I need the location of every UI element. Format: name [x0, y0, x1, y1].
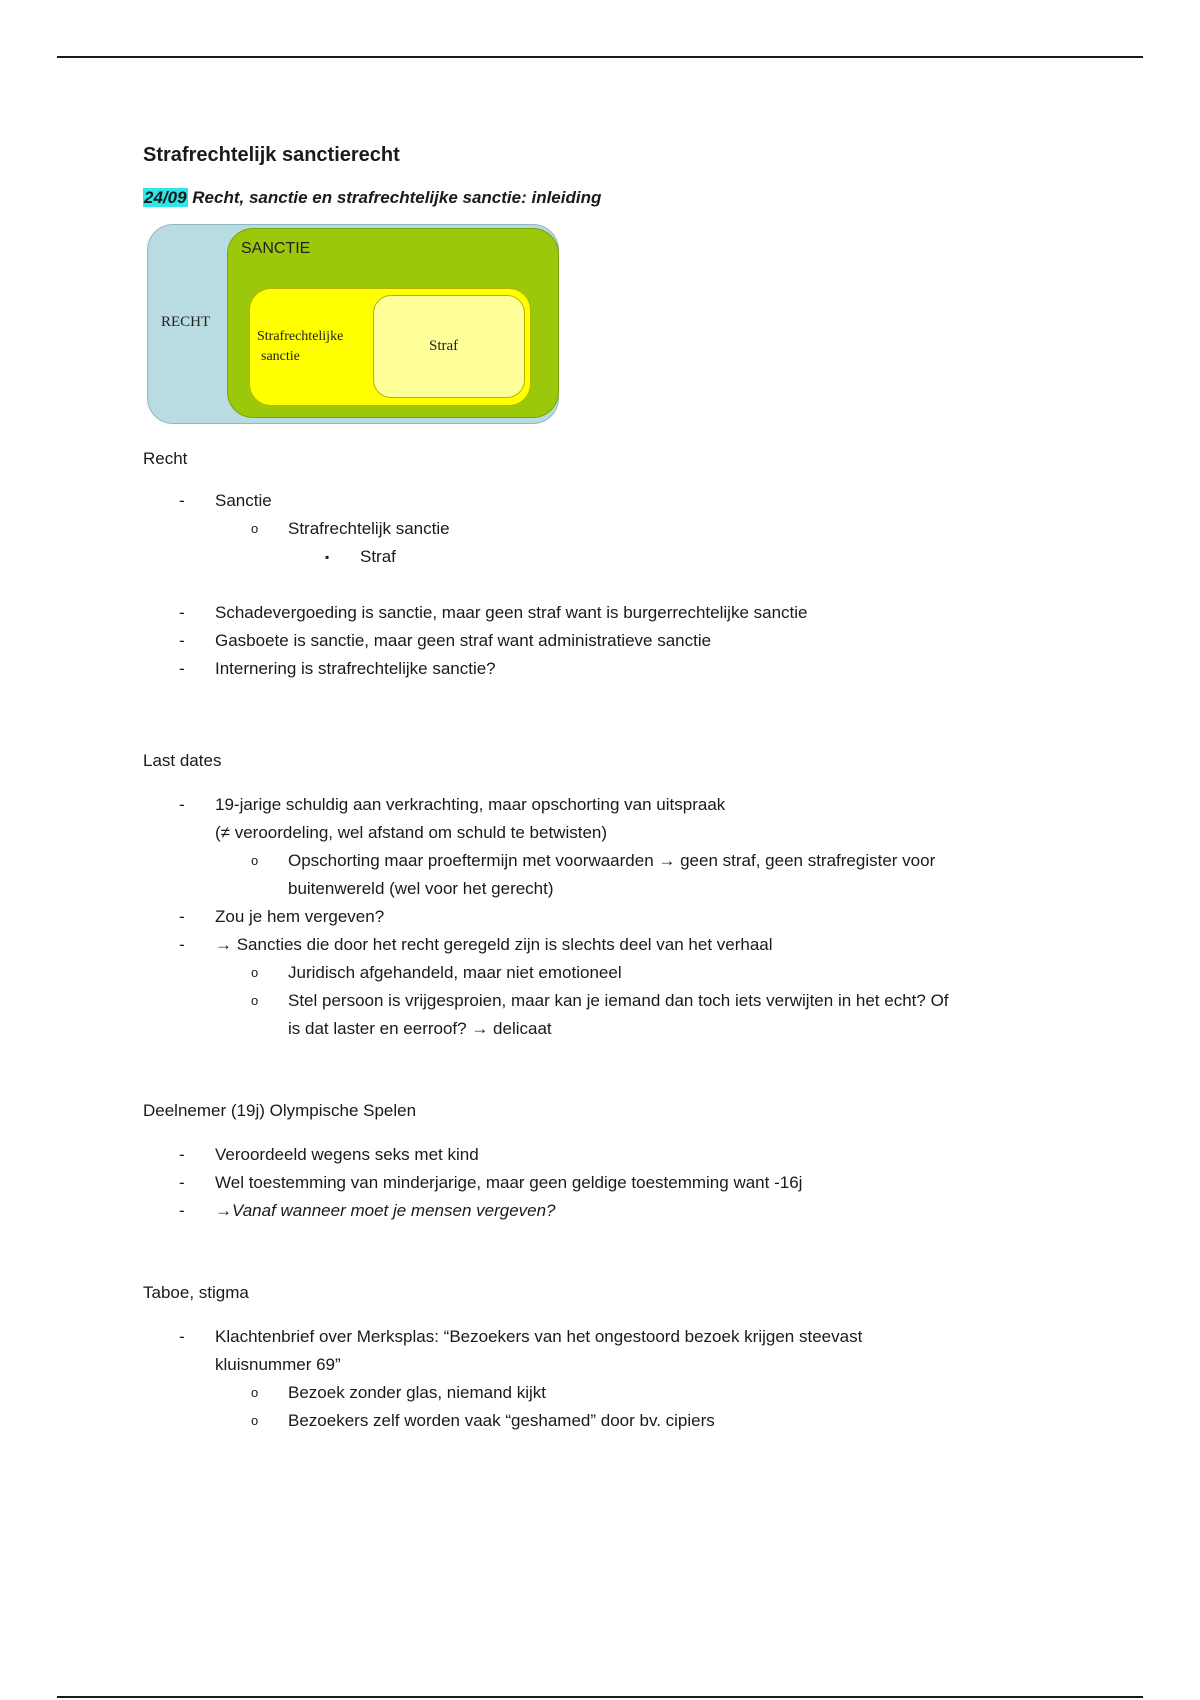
deelnemer-list [143, 1141, 1103, 1225]
sanction-diagram [147, 224, 567, 429]
list-item: - Sanctie [179, 491, 272, 510]
list-item: - Gasboete is sanctie, maar geen straf want administratieve sanctie [179, 631, 712, 650]
document-body [143, 140, 1103, 1435]
list-item: o Juridisch afgehandeld, maar niet emotioneel [251, 963, 622, 982]
hierarchy-list [143, 487, 1103, 571]
list-item: o Strafrechtelijk sanctie [251, 519, 450, 538]
list-item: - Schadevergoeding is sanctie, maar geen straf want is burgerrechtelijke sanctie [179, 603, 808, 622]
section-heading-taboe: Taboe, stigma [143, 1283, 249, 1302]
date-highlight: 24/09 [144, 188, 187, 207]
section-heading-last-dates: Last dates [143, 751, 222, 770]
list-item: o Bezoekers zelf worden vaak “geshamed” door bv. cipiers [251, 1411, 715, 1430]
straf-label: Straf [429, 338, 459, 354]
recht-label: RECHT [161, 314, 211, 330]
last-dates-list [143, 791, 1103, 1043]
list-item: o Bezoek zonder glas, niemand kijkt [251, 1383, 546, 1402]
sanctie-label: SANCTIE [241, 240, 311, 257]
recht-notes-list [143, 599, 1103, 683]
list-item: - →Vanaf wanneer moet je mensen vergeven? [179, 1201, 556, 1220]
footer-rule [57, 1696, 1143, 1698]
strafrechtelijke-sanctie-label: Strafrechtelijke sanctie [257, 329, 344, 364]
lecture-subtitle [143, 186, 1103, 210]
list-item: - → Sancties die door het recht geregeld zijn is slechts deel van het verhaal [179, 935, 773, 954]
list-item: ▪ Straf [325, 547, 396, 566]
subtitle-text: Recht, sanctie en strafrechtelijke sanctie: inleiding [187, 188, 602, 207]
list-item: - Klachtenbrief over Merksplas: “Bezoekers van het ongestoord bezoek krijgen steevast kluisnummer 69” [179, 1327, 863, 1374]
header-rule [57, 56, 1143, 58]
section-heading-deelnemer: Deelnemer (19j) Olympische Spelen [143, 1101, 417, 1120]
list-item: - Veroordeeld wegens seks met kind [179, 1145, 479, 1164]
list-item: o Opschorting maar proeftermijn met voorwaarden → geen straf, geen strafregister voor buitenwereld (wel voor het gerecht) [251, 851, 936, 898]
list-item: - 19-jarige schuldig aan verkrachting, maar opschorting van uitspraak (≠ veroordeling, wel afstand om schuld te betwisten) [179, 795, 726, 842]
list-item: - Wel toestemming van minderjarige, maar geen geldige toestemming want -16j [179, 1173, 803, 1192]
list-item: o Stel persoon is vrijgesproien, maar kan je iemand dan toch iets verwijten in het echt? Of is dat laster en eerroof? → delicaat [251, 991, 949, 1038]
section-heading-recht: Recht [143, 449, 188, 468]
list-item: - Zou je hem vergeven? [179, 907, 385, 926]
list-item: - Internering is strafrechtelijke sanctie? [179, 659, 496, 678]
page-title: Strafrechtelijk sanctierecht [143, 144, 400, 166]
taboe-list [143, 1323, 1103, 1435]
